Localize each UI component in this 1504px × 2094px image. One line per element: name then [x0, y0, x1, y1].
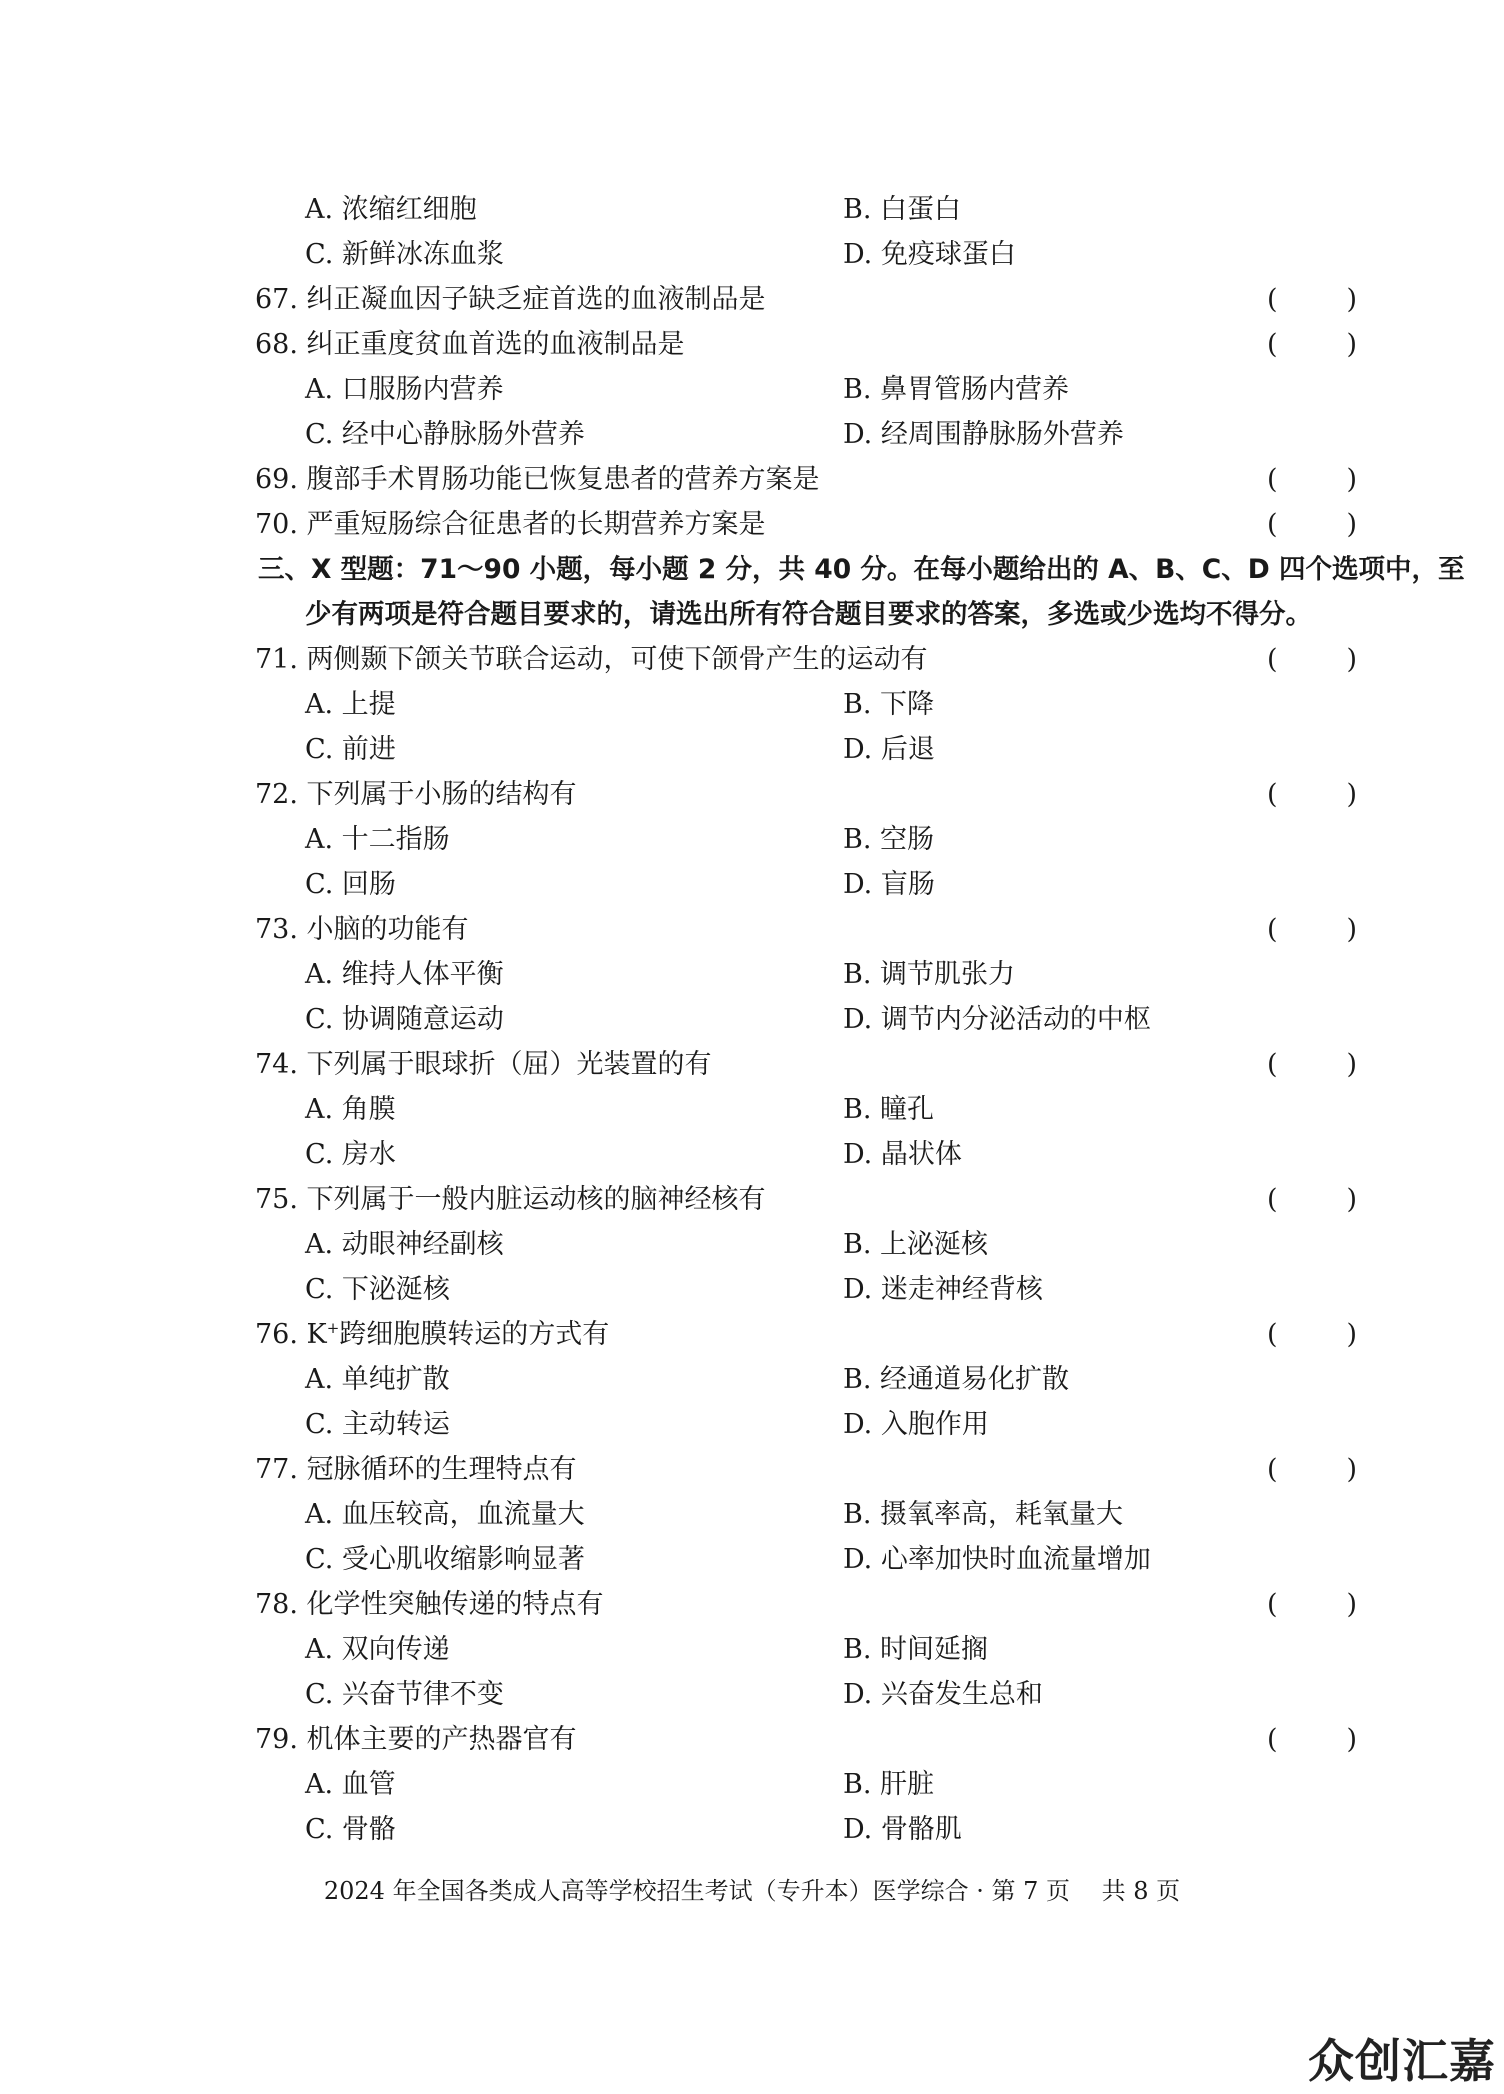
option-c: C. 骨骼 — [305, 1814, 396, 1845]
option-a: A. 上提 — [305, 689, 396, 720]
option-b: B. 瞳孔 — [843, 1094, 935, 1125]
option-c: C. 下泌涎核 — [305, 1274, 450, 1305]
option-c: C. 经中心静脉肠外营养 — [305, 419, 585, 450]
option-b: B. 时间延搁 — [843, 1634, 989, 1665]
option-b: B. 上泌涎核 — [843, 1229, 989, 1260]
option-b: B. 空肠 — [843, 824, 935, 855]
question-67-stem: 67. 纠正凝血因子缺乏症首选的血液制品是 — [255, 284, 766, 315]
watermark-logo: 众创汇嘉 — [1308, 2034, 1496, 2088]
option-a: A. 双向传递 — [305, 1634, 450, 1665]
answer-blank-68[interactable]: ( ) — [1267, 329, 1357, 360]
option-d: D. 免疫球蛋白 — [843, 239, 1016, 270]
option-d: D. 入胞作用 — [843, 1409, 989, 1440]
question-68-stem: 68. 纠正重度贫血首选的血液制品是 — [255, 329, 685, 360]
option-d: D. 后退 — [843, 734, 935, 765]
option-a: A. 动眼神经副核 — [305, 1229, 504, 1260]
question-76-stem: 76. K+跨细胞膜转运的方式有 — [255, 1319, 610, 1350]
option-a: A. 浓缩红细胞 — [305, 194, 477, 225]
option-d: D. 骨骼肌 — [843, 1814, 962, 1845]
answer-blank-71[interactable]: ( ) — [1267, 644, 1357, 675]
question-71-stem: 71. 两侧颞下颌关节联合运动，可使下颌骨产生的运动有 — [255, 644, 928, 675]
option-c: C. 房水 — [305, 1139, 396, 1170]
section-3-instructions-line2: 少有两项是符合题目要求的，请选出所有符合题目要求的答案，多选或少选均不得分。 — [305, 599, 1312, 630]
section-3-instructions-line1: 三、X 型题：71～90 小题，每小题 2 分，共 40 分。在每小题给出的 A、B、C、D 四个选项中，至 — [258, 554, 1465, 585]
answer-blank-67[interactable]: ( ) — [1267, 284, 1357, 315]
option-b: B. 摄氧率高，耗氧量大 — [843, 1499, 1124, 1530]
question-79-stem: 79. 机体主要的产热器官有 — [255, 1724, 577, 1755]
page-footer: 2024 年全国各类成人高等学校招生考试（专升本）医学综合 · 第 7 页 共 8 页 — [323, 1877, 1181, 1905]
question-73-stem: 73. 小脑的功能有 — [255, 914, 469, 945]
option-a: A. 血压较高，血流量大 — [305, 1499, 585, 1530]
answer-blank-73[interactable]: ( ) — [1267, 914, 1357, 945]
question-78-stem: 78. 化学性突触传递的特点有 — [255, 1589, 604, 1620]
option-a: A. 血管 — [305, 1769, 396, 1800]
option-d: D. 迷走神经背核 — [843, 1274, 1043, 1305]
option-d: D. 盲肠 — [843, 869, 935, 900]
option-a: A. 角膜 — [305, 1094, 396, 1125]
option-b: B. 下降 — [843, 689, 935, 720]
answer-blank-75[interactable]: ( ) — [1267, 1184, 1357, 1215]
option-a: A. 维持人体平衡 — [305, 959, 504, 990]
option-d: D. 心率加快时血流量增加 — [843, 1544, 1151, 1575]
superscript-plus: + — [326, 1319, 340, 1337]
option-b: B. 肝脏 — [843, 1769, 935, 1800]
option-a: A. 口服肠内营养 — [305, 374, 504, 405]
option-d: D. 经周围静脉肠外营养 — [843, 419, 1124, 450]
option-d: D. 晶状体 — [843, 1139, 962, 1170]
option-c: C. 主动转运 — [305, 1409, 450, 1440]
option-a: A. 单纯扩散 — [305, 1364, 450, 1395]
answer-blank-69[interactable]: ( ) — [1267, 464, 1357, 495]
answer-blank-79[interactable]: ( ) — [1267, 1724, 1357, 1755]
answer-blank-74[interactable]: ( ) — [1267, 1049, 1357, 1080]
question-70-stem: 70. 严重短肠综合征患者的长期营养方案是 — [255, 509, 766, 540]
option-c: C. 新鲜冰冻血浆 — [305, 239, 504, 270]
option-c: C. 受心肌收缩影响显著 — [305, 1544, 585, 1575]
answer-blank-76[interactable]: ( ) — [1267, 1319, 1357, 1350]
option-b: B. 鼻胃管肠内营养 — [843, 374, 1070, 405]
question-74-stem: 74. 下列属于眼球折（屈）光装置的有 — [255, 1049, 712, 1080]
option-b: B. 白蛋白 — [843, 194, 962, 225]
answer-blank-77[interactable]: ( ) — [1267, 1454, 1357, 1485]
option-d: D. 调节内分泌活动的中枢 — [843, 1004, 1151, 1035]
question-75-stem: 75. 下列属于一般内脏运动核的脑神经核有 — [255, 1184, 766, 1215]
question-72-stem: 72. 下列属于小肠的结构有 — [255, 779, 577, 810]
option-c: C. 回肠 — [305, 869, 396, 900]
option-a: A. 十二指肠 — [305, 824, 450, 855]
question-77-stem: 77. 冠脉循环的生理特点有 — [255, 1454, 577, 1485]
option-b: B. 经通道易化扩散 — [843, 1364, 1070, 1395]
answer-blank-78[interactable]: ( ) — [1267, 1589, 1357, 1620]
option-d: D. 兴奋发生总和 — [843, 1679, 1043, 1710]
option-c: C. 协调随意运动 — [305, 1004, 504, 1035]
answer-blank-72[interactable]: ( ) — [1267, 779, 1357, 810]
option-b: B. 调节肌张力 — [843, 959, 1016, 990]
option-c: C. 前进 — [305, 734, 396, 765]
option-c: C. 兴奋节律不变 — [305, 1679, 504, 1710]
question-69-stem: 69. 腹部手术胃肠功能已恢复患者的营养方案是 — [255, 464, 820, 495]
answer-blank-70[interactable]: ( ) — [1267, 509, 1357, 540]
